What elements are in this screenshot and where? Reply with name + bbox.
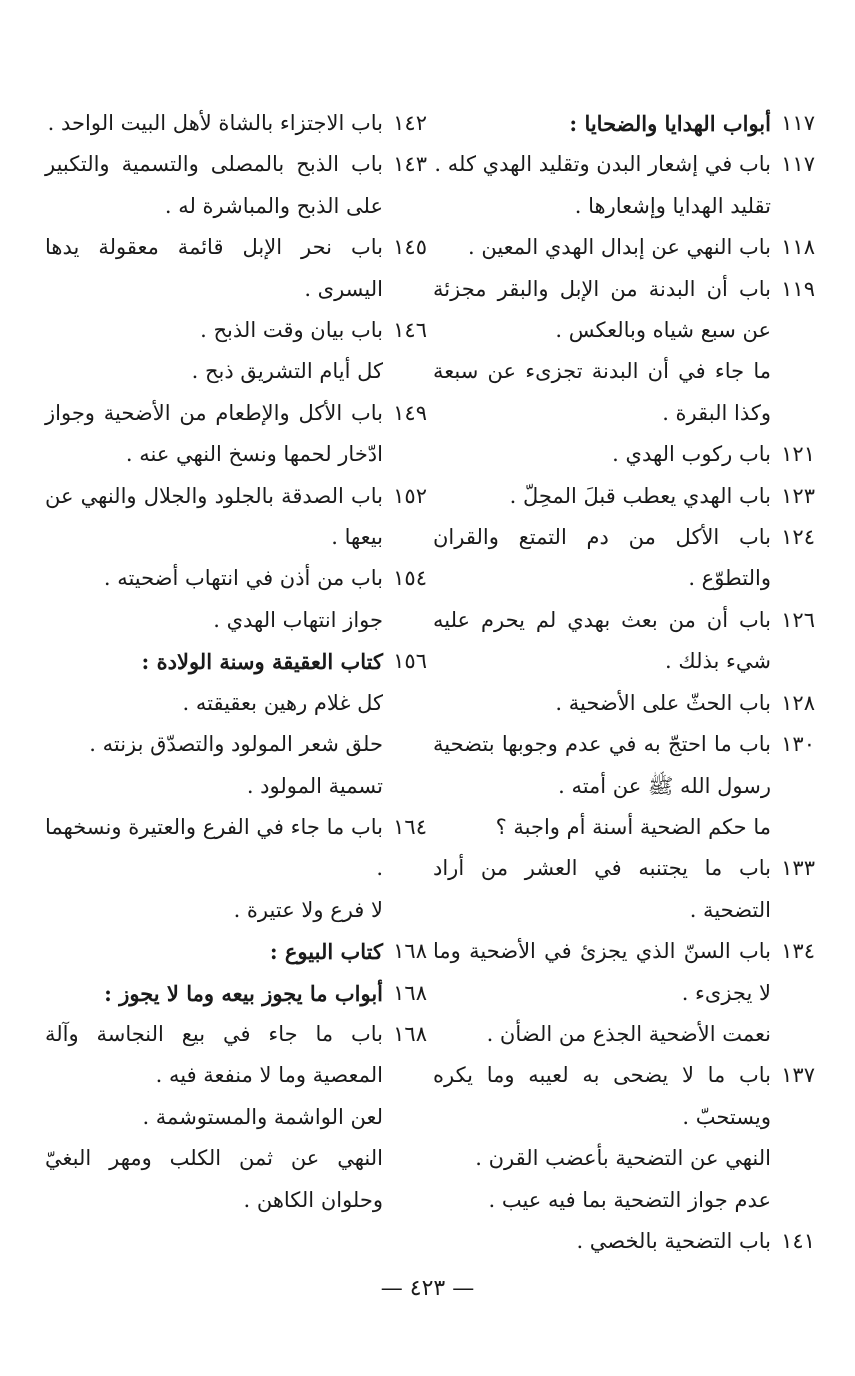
index-entry <box>45 144 427 227</box>
index-entry <box>433 517 815 600</box>
entry-page-number: ١٤٥ <box>393 235 427 260</box>
index-subentry <box>45 766 427 807</box>
entry-title: حلق شعر المولود والتصدّق بزنته . <box>89 732 383 757</box>
entry-title: باب أن من بعث بهدي لم يحرم عليه شيء بذلك . <box>433 607 771 674</box>
index-entry <box>433 269 815 352</box>
page-number-footer: — ٤٢٣ — <box>380 1276 475 1301</box>
index-heading <box>45 973 427 1014</box>
entry-title: تسمية المولود . <box>246 773 383 798</box>
index-entry <box>433 227 815 268</box>
index-subentry <box>45 600 427 641</box>
entry-title: باب النهي عن إبدال الهدي المعين . <box>467 235 771 260</box>
index-heading <box>433 103 815 144</box>
entry-title: ما حكم الضحية أسنة أم واجبة ؟ <box>495 814 771 839</box>
index-subentry <box>433 186 815 227</box>
entry-title: باب ما يجتنبه في العشر من أراد التضحية . <box>433 856 771 922</box>
index-entry <box>45 103 427 144</box>
index-entry <box>45 558 427 599</box>
index-column-right <box>433 103 815 1262</box>
index-entry <box>45 1014 427 1097</box>
entry-title: النهي عن التضحية بأعضب القرن . <box>475 1146 771 1171</box>
entry-page-number: ١٦٨ <box>393 1021 427 1046</box>
entry-title: أبواب الهدايا والضحايا : <box>569 111 771 136</box>
entry-page-number: ١٤١ <box>781 1228 815 1253</box>
entry-title: كتاب البيوع : <box>269 939 383 965</box>
entry-page-number: ١٤٦ <box>393 318 427 343</box>
index-entry <box>433 1221 815 1262</box>
index-entry <box>433 1055 815 1138</box>
index-entry <box>45 476 427 559</box>
index-entry <box>433 724 815 807</box>
index-entry <box>45 227 427 310</box>
index-entry <box>433 476 815 517</box>
entry-title: باب التضحية بالخصي . <box>576 1228 771 1253</box>
index-subentry <box>45 1138 427 1221</box>
entry-page-number: ١٥٦ <box>393 649 427 674</box>
entry-page-number: ١٤٣ <box>393 152 427 177</box>
entry-page-number: ١١٨ <box>781 235 815 260</box>
entry-title: أبواب ما يجوز بيعه وما لا يجوز : <box>104 980 383 1006</box>
entry-page-number: ١٤٢ <box>393 111 427 135</box>
entry-page-number: ١٤٩ <box>393 400 427 425</box>
index-subentry <box>433 1180 815 1221</box>
entry-title: عدم جواز التضحية بما فيه عيب . <box>488 1187 771 1212</box>
entry-title: جواز انتهاب الهدي . <box>213 607 383 632</box>
entry-title: تقليد الهدايا وإشعارها . <box>574 193 771 218</box>
entry-page-number: ١١٩ <box>781 276 815 301</box>
entry-title: باب ما لا يضحى به لعيبه وما يكره ويستحبّ . <box>433 1063 771 1129</box>
entry-title: باب نحر الإبل قائمة معقولة يدها اليسرى . <box>45 235 383 301</box>
entry-title: باب الاجتزاء بالشاة لأهل البيت الواحد . <box>47 111 383 135</box>
entry-page-number: ١١٧ <box>781 111 815 135</box>
entry-page-number: ١٥٢ <box>393 483 427 508</box>
entry-title: باب من أذن في انتهاب أضحيته . <box>103 566 383 591</box>
entry-page-number: ١٦٨ <box>393 939 427 964</box>
index-entry <box>433 683 815 724</box>
index-column-left <box>45 103 427 1221</box>
entry-title: باب ما جاء في الفرع والعتيرة ونسخهما . <box>45 814 383 881</box>
index-subentry <box>433 351 815 434</box>
entry-title: باب ما احتجّ به في عدم وجوبها بتضحية رسول الله ﷺ عن أمته . <box>433 732 771 798</box>
entry-title: كل غلام رهين بعقيقته . <box>182 690 383 715</box>
index-entry <box>433 144 815 185</box>
entry-page-number: ١٢٦ <box>781 607 815 632</box>
entry-title: باب الأكل من دم التمتع والقران والتطوّع . <box>433 525 771 591</box>
index-entry <box>433 434 815 475</box>
entry-title: باب ركوب الهدي . <box>612 442 771 467</box>
entry-title: كل أيام التشريق ذبح . <box>191 359 383 384</box>
entry-page-number: ١٢٨ <box>781 690 815 715</box>
index-subentry <box>45 1097 427 1138</box>
index-entry <box>433 931 815 1014</box>
entry-title: لعن الواشمة والمستوشمة . <box>142 1104 383 1129</box>
index-subentry <box>433 807 815 848</box>
entry-title: باب الذبح بالمصلى والتسمية والتكبير على الذبح والمباشرة له . <box>45 152 383 218</box>
entry-page-number: ١٥٤ <box>393 566 427 591</box>
index-entry <box>45 393 427 476</box>
index-subentry <box>433 1014 815 1055</box>
index-subentry <box>45 890 427 931</box>
entry-title: باب بيان وقت الذبح . <box>200 318 383 343</box>
entry-title: باب أن البدنة من الإبل والبقر مجزئة عن سبع شياه وبالعكس . <box>433 276 771 343</box>
entry-title: ما جاء في أن البدنة تجزىء عن سبعة وكذا البقرة . <box>433 359 771 425</box>
entry-page-number: ١٢١ <box>781 442 815 467</box>
entry-title: كتاب العقيقة وسنة الولادة : <box>141 649 383 675</box>
entry-page-number: ١٢٤ <box>781 525 815 550</box>
index-subentry <box>45 351 427 392</box>
entry-page-number: ١٢٣ <box>781 483 815 508</box>
entry-title: باب في إشعار البدن وتقليد الهدي كله . <box>434 152 771 177</box>
entry-page-number: ١٣٣ <box>781 856 815 881</box>
index-heading <box>45 931 427 972</box>
entry-page-number: ١١٧ <box>781 152 815 177</box>
entry-page-number: ١٣٤ <box>781 939 815 964</box>
index-subentry <box>45 683 427 724</box>
entry-title: باب الصدقة بالجلود والجلال والنهي عن بيعها . <box>45 483 383 550</box>
entry-page-number: ١٣٠ <box>781 732 815 757</box>
entry-title: لا فرع ولا عتيرة . <box>233 897 383 922</box>
entry-title: باب ما جاء في بيع النجاسة وآلة المعصية وما لا منفعة فيه . <box>45 1021 383 1088</box>
entry-title: باب الأكل والإطعام من الأضحية وجواز ادّخار لحمها ونسخ النهي عنه . <box>45 400 383 467</box>
index-entry <box>433 848 815 931</box>
entry-title: باب السنّ الذي يجزئ في الأضحية وما لا يجزىء . <box>433 939 771 1005</box>
entry-page-number: ١٦٨ <box>393 980 427 1005</box>
index-subentry <box>45 724 427 765</box>
entry-page-number: ١٦٤ <box>393 814 427 839</box>
entry-title: النهي عن ثمن الكلب ومهر البغيّ وحلوان الكاهن . <box>45 1146 383 1212</box>
entry-page-number: ١٣٧ <box>781 1063 815 1088</box>
entry-title: باب الحثّ على الأضحية . <box>555 690 771 715</box>
entry-title: باب الهدي يعطب قبلَ المحِلّ . <box>509 483 771 508</box>
index-entry <box>433 600 815 683</box>
entry-title: نعمت الأضحية الجذع من الضأن . <box>486 1021 771 1046</box>
index-heading <box>45 641 427 682</box>
index-entry <box>45 310 427 351</box>
index-entry <box>45 807 427 890</box>
index-subentry <box>433 1138 815 1179</box>
